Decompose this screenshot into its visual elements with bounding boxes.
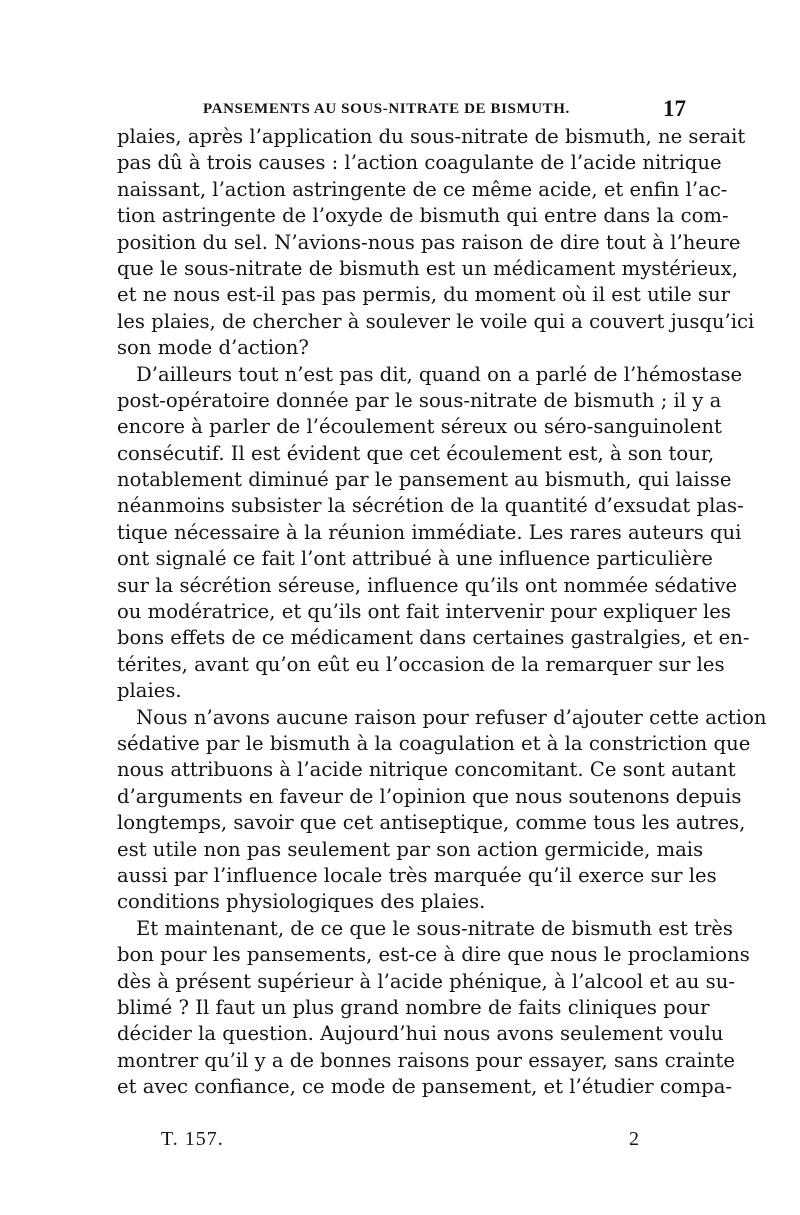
text-line: décider la question. Aujourd’hui nous avons seulement voulu bbox=[117, 1022, 724, 1046]
text-line: pas dû à trois causes : l’action coagulante de l’acide nitrique bbox=[117, 151, 722, 175]
paragraph-4 bbox=[117, 916, 750, 1101]
text-line: ou modératrice, et qu’ils ont fait intervenir pour expliquer les bbox=[117, 600, 731, 624]
text-line: sur la sécrétion séreuse, influence qu’ils ont nommée sédative bbox=[117, 573, 738, 597]
text-line: térites, avant qu’on eût eu l’occasion de la remarquer sur les bbox=[117, 652, 725, 676]
paragraph-2 bbox=[117, 362, 750, 705]
text-line: les plaies, de chercher à soulever le voile qui a couvert jusqu’ici bbox=[117, 309, 755, 333]
text-line: bons effets de ce médicament dans certaines gastralgies, et en- bbox=[117, 626, 750, 650]
text-line: est utile non pas seulement par son action germicide, mais bbox=[117, 837, 704, 861]
text-line: Nous n’avons aucune raison pour refuser d’ajouter cette action bbox=[136, 705, 767, 729]
text-line: notablement diminué par le pansement au bismuth, qui laisse bbox=[117, 468, 732, 492]
text-line: encore à parler de l’écoulement séreux ou séro-sanguinolent bbox=[117, 415, 722, 439]
text-line: post-opératoire donnée par le sous-nitrate de bismuth ; il y a bbox=[117, 388, 722, 412]
text-line: Et maintenant, de ce que le sous-nitrate de bismuth est très bbox=[136, 916, 733, 940]
paragraph-1 bbox=[117, 124, 755, 362]
text-line: montrer qu’il y a de bonnes raisons pour essayer, sans crainte bbox=[117, 1048, 735, 1072]
text-line: et ne nous est-il pas pas permis, du moment où il est utile sur bbox=[117, 283, 730, 307]
volume-mark: T. 157. bbox=[161, 1128, 224, 1150]
text-line: dès à présent supérieur à l’acide phénique, à l’alcool et au su- bbox=[117, 969, 735, 993]
text-line: naissant, l’action astringente de ce même acide, et enfin l’ac- bbox=[117, 177, 728, 201]
page-number: 17 bbox=[663, 96, 686, 121]
text-line: consécutif. Il est évident que cet écoulement est, à son tour, bbox=[117, 441, 715, 465]
text-line: ont signalé ce fait l’ont attribué à une influence particulière bbox=[117, 547, 713, 571]
paragraph-3 bbox=[117, 705, 767, 916]
text-line: plaies, après l’application du sous-nitrate de bismuth, ne serait bbox=[117, 125, 746, 148]
text-line: longtemps, savoir que cet antiseptique, comme tous les autres, bbox=[117, 811, 746, 835]
running-title: PANSEMENTS AU SOUS-NITRATE DE BISMUTH. bbox=[203, 101, 570, 117]
text-line: bon pour les pansements, est-ce à dire que nous le proclamions bbox=[117, 943, 750, 967]
text-line: sédative par le bismuth à la coagulation et à la constriction que bbox=[117, 731, 751, 755]
text-line: d’arguments en faveur de l’opinion que nous soutenons depuis bbox=[117, 784, 742, 808]
body-text bbox=[117, 124, 767, 1100]
running-head bbox=[117, 96, 686, 123]
text-line: que le sous-nitrate de bismuth est un médicament mystérieux, bbox=[117, 256, 738, 280]
text-line: tion astringente de l’oxyde de bismuth qui entre dans la com- bbox=[117, 204, 729, 228]
text-line: blimé ? Il faut un plus grand nombre de faits cliniques pour bbox=[117, 995, 710, 1019]
text-line: aussi par l’influence locale très marquée qu’il exerce sur les bbox=[117, 863, 717, 887]
text-line: nous attribuons à l’acide nitrique concomitant. Ce sont autant bbox=[117, 758, 736, 782]
text-line: conditions physiologiques des plaies. bbox=[117, 890, 486, 914]
signature-mark: 2 bbox=[629, 1128, 639, 1150]
text-line: position du sel. N’avions-nous pas raison de dire tout à l’heure bbox=[117, 230, 741, 254]
text-line: plaies. bbox=[117, 679, 182, 703]
text-line: D’ailleurs tout n’est pas dit, quand on a parlé de l’hémostase bbox=[136, 362, 743, 386]
printer-signature bbox=[117, 1128, 686, 1154]
text-line: et avec confiance, ce mode de pansement, et l’étudier compa- bbox=[117, 1075, 733, 1099]
text-line: néanmoins subsister la sécrétion de la quantité d’exsudat plas- bbox=[117, 494, 744, 518]
text-line: tique nécessaire à la réunion immédiate. Les rares auteurs qui bbox=[117, 520, 742, 544]
text-line: son mode d’action? bbox=[117, 336, 309, 360]
